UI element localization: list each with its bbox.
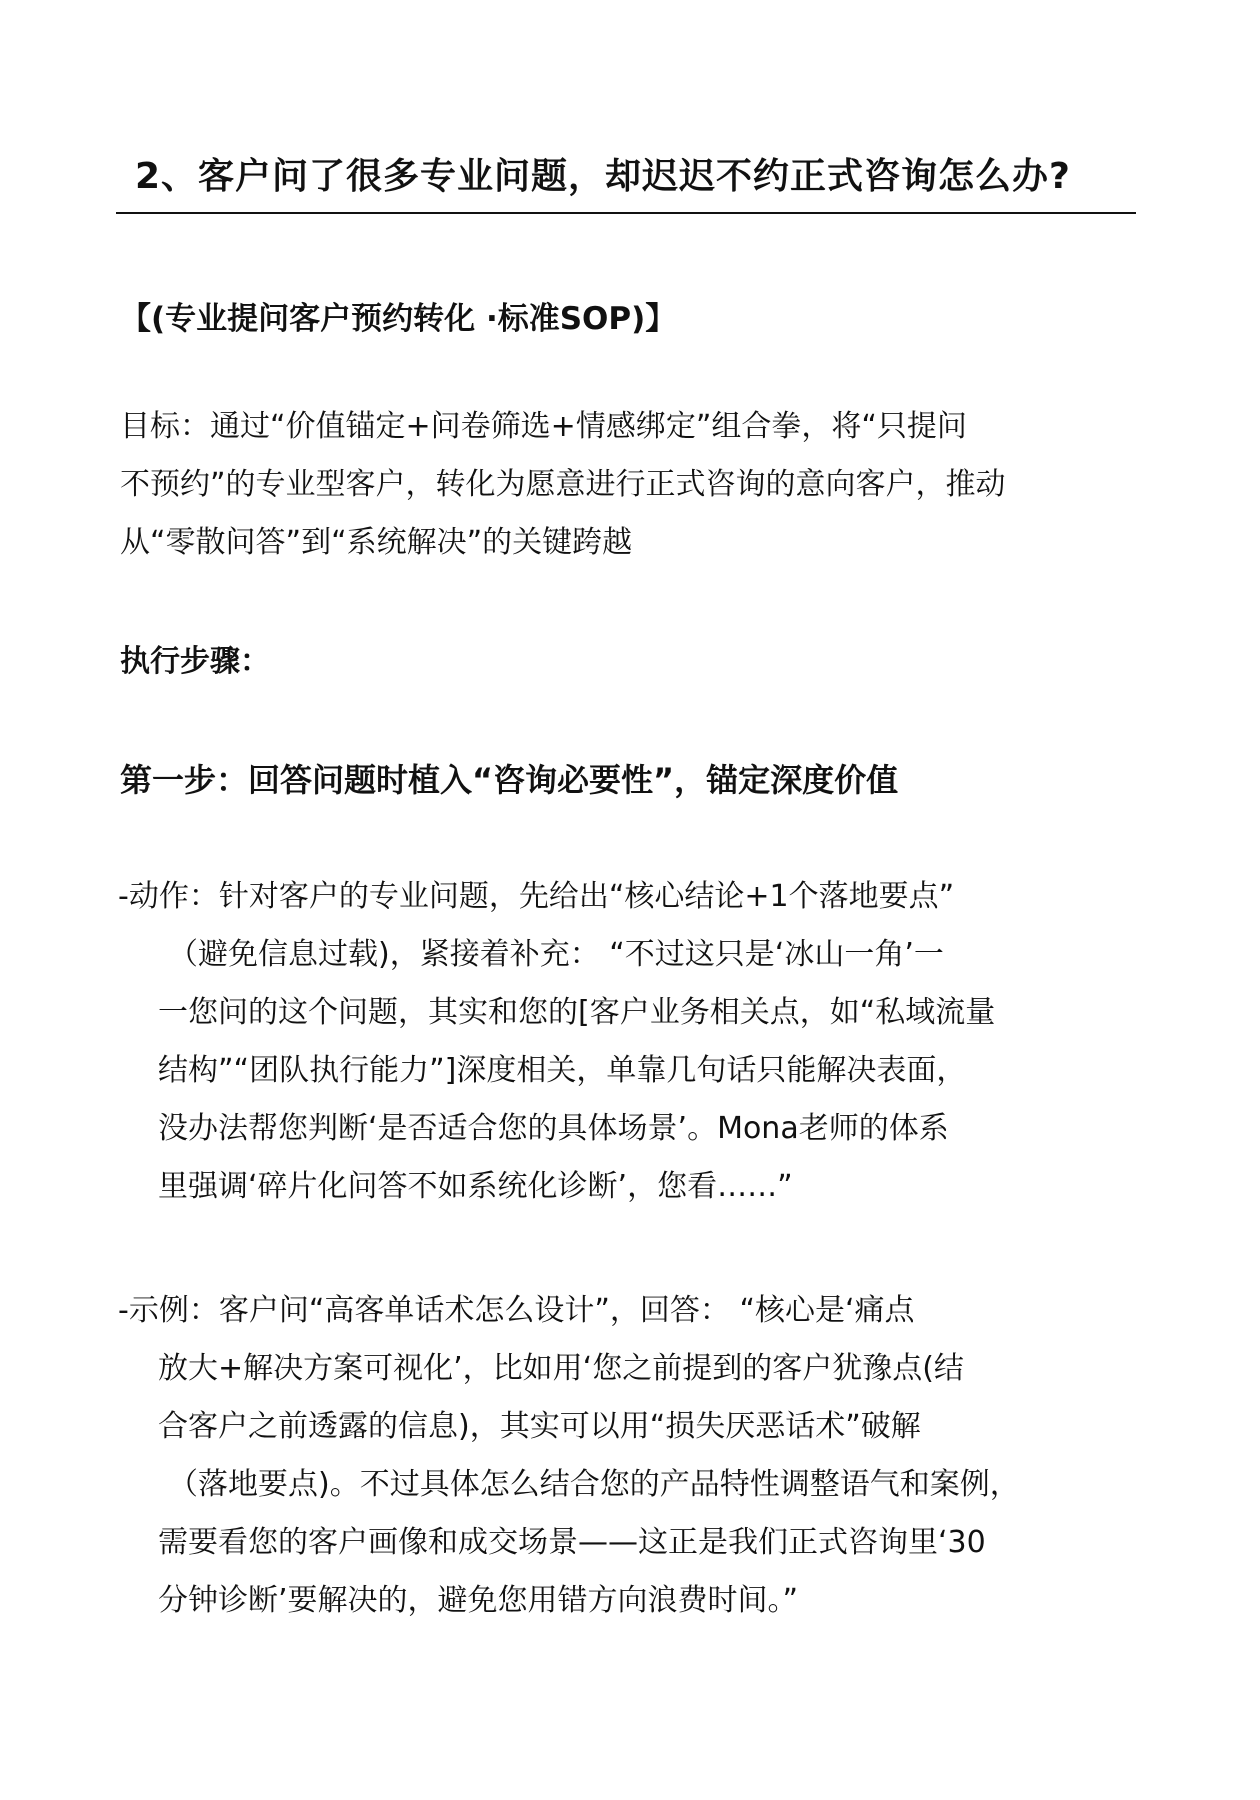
example-line: 放大+解决方案可视化’，比如用‘您之前提到的客户犹豫点(结 [158,1351,964,1386]
steps-label: 执行步骤： [120,644,270,679]
example-line: （落地要点)。不过具体怎么结合您的产品特性调整语气和案例， [168,1467,1020,1502]
action-line: 一您问的这个问题，其实和您的[客户业务相关点，如“私域流量 [158,995,996,1030]
goal-line: 不预约”的专业型客户，转化为愿意进行正式咨询的意向客户，推动 [120,467,1006,502]
action-line: 没办法帮您判断‘是否适合您的具体场景’。Mona老师的体系 [158,1111,949,1146]
section-title: 2、客户问了很多专业问题，却迟迟不约正式咨询怎么办? [135,156,1071,197]
sop-subtitle: 【(专业提问客户预约转化 ·标准SOP)】 [120,301,677,337]
step1-heading: 第一步：回答问题时植入“咨询必要性”，锚定深度价值 [120,761,899,799]
example-line: 合客户之前透露的信息)，其实可以用“损失厌恶话术”破解 [158,1409,921,1444]
action-line: （避免信息过载)，紧接着补充： “不过这只是‘冰山一角’一 [168,937,944,972]
example-line: 需要看您的客户画像和成交场景——这正是我们正式咨询里‘30 [158,1525,986,1560]
goal-paragraph [120,398,1006,572]
action-line: 里强调‘碎片化问答不如系统化诊断’，您看……” [158,1169,793,1204]
step1-action-paragraph [118,868,995,1216]
goal-line: 目标：通过“价值锚定+问卷筛选+情感绑定”组合拳，将“只提问 [120,409,967,444]
example-line: 分钟诊断’要解决的，避免您用错方向浪费时间。” [158,1583,799,1618]
title-divider [116,212,1136,214]
action-line: 结构”“团队执行能力”]深度相关，单靠几句话只能解决表面， [158,1053,967,1088]
goal-line: 从“零散问答”到“系统解决”的关键跨越 [120,525,633,560]
action-line: -动作：针对客户的专业问题，先给出“核心结论+1个落地要点” [118,879,955,914]
step1-example-paragraph [118,1282,1020,1630]
example-line: -示例：客户问“高客单话术怎么设计”，回答： “核心是‘痛点 [118,1293,915,1328]
